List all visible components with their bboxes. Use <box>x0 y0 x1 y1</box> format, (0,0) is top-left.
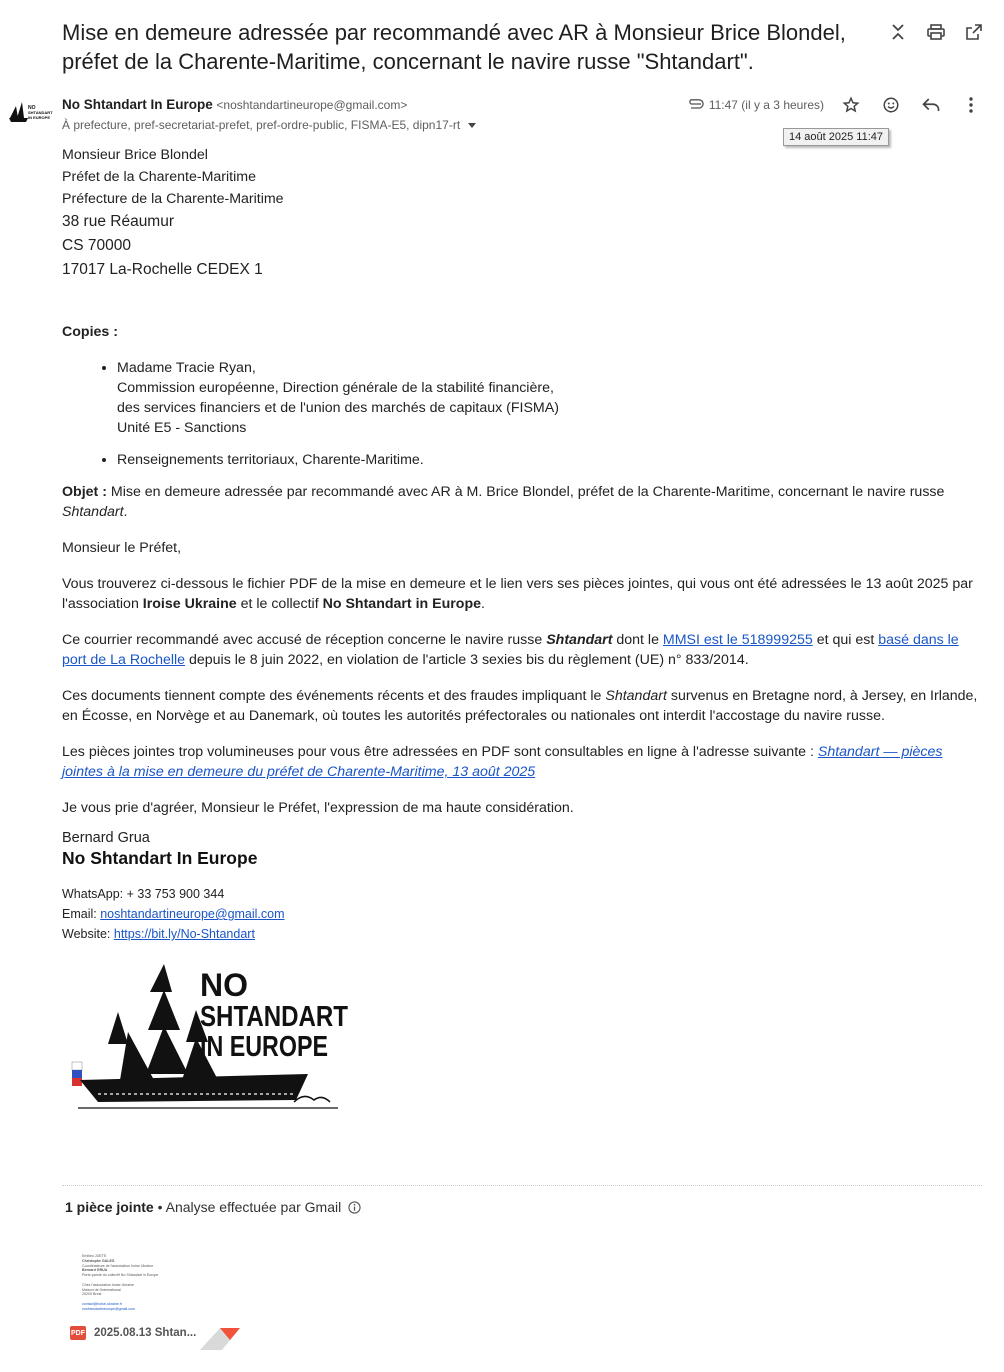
p2-text: depuis le 8 juin 2022, en violation de l'article 3 sexies bis du règlement (UE) n° 833/2014. <box>185 652 749 668</box>
svg-text:SHTANDART: SHTANDART <box>28 110 53 115</box>
thumb-line: 29200 Brest <box>82 1292 102 1297</box>
svg-text:NO: NO <box>28 105 36 111</box>
copies-label: Copies : <box>62 324 118 340</box>
email-label: Email: <box>62 907 101 921</box>
list-item <box>117 358 982 438</box>
signature <box>62 828 982 944</box>
signature-name: Bernard Grua <box>62 830 150 846</box>
p1-text: . <box>481 596 485 612</box>
thumb-line: noshtandartineurope@gmail.com <box>82 1306 135 1311</box>
p2-text: Ce courrier recommandé avec accusé de réception concerne le navire russe <box>62 632 547 648</box>
more-options-icon[interactable] <box>958 94 984 116</box>
thumb-line: Maison de l'International <box>82 1287 121 1292</box>
website-label: Website: <box>62 927 114 941</box>
paragraph-2 <box>62 630 982 670</box>
copy-line: des services financiers et de l'union des marchés de capitaux (FISMA) <box>117 400 559 416</box>
p2-text: dont le <box>612 632 663 648</box>
sender-email: <noshtandartineurope@gmail.com> <box>216 98 408 112</box>
attachment-filename: 2025.08.13 Shtan... <box>94 1327 197 1339</box>
address-line: Préfecture de la Charente-Maritime <box>62 191 284 207</box>
website-link[interactable]: https://bit.ly/No-Shtandart <box>113 927 255 941</box>
greeting: Monsieur le Préfet, <box>62 540 182 556</box>
p1-text: Vous trouverez ci-dessous le fichier PDF de la mise en demeure et le lien vers ses pièces jointes, qui vous ont été adressées le 13 août 2025 par l'association <box>62 576 973 612</box>
logo-text-shtandart: SHTANDART <box>200 1001 349 1033</box>
address-line: CS 70000 <box>62 237 131 254</box>
attachments-header <box>65 1199 361 1217</box>
star-icon[interactable] <box>838 94 864 116</box>
open-new-window-icon[interactable] <box>964 22 984 42</box>
ship-name: Shtandart <box>62 504 124 520</box>
attachments-online-link[interactable]: Shtandart — pièces jointes à la mise en demeure du préfet de Charente-Maritime, 13 août 2025 <box>62 744 943 780</box>
attachments-divider <box>62 1185 982 1186</box>
scan-notice: • Analyse effectuée par Gmail <box>153 1199 342 1215</box>
print-icon[interactable] <box>926 22 946 42</box>
message-meta <box>687 94 984 116</box>
org-iroise: Iroise Ukraine <box>142 596 237 612</box>
objet-label: Objet : <box>62 484 107 500</box>
thumb-line: Coordinateurs de l'association Iroise Ukraine <box>82 1263 154 1268</box>
p2-text: et qui est <box>812 632 879 648</box>
p3-text: survenus en Bretagne nord, à Jersey, en Irlande, en Écosse, en Norvège et au Danemark, où toutes les autorités préfectorales ou nationales ont interdit l'accostage du navire russe. <box>62 688 978 724</box>
paragraph-4 <box>62 742 982 782</box>
paragraph-1 <box>62 574 982 614</box>
signature-contacts <box>62 884 982 944</box>
address-line: Monsieur Brice Blondel <box>62 147 208 163</box>
email-link[interactable]: noshtandartineurope@gmail.com <box>100 907 285 921</box>
list-item: • Renseignements territoriaux, Charente-Maritime. <box>117 450 982 470</box>
copy-line: Unité E5 - Sanctions <box>117 420 247 436</box>
svg-text:IN EUROPE: IN EUROPE <box>28 115 51 120</box>
ship-name: Shtandart <box>605 688 667 704</box>
message-body <box>62 144 982 944</box>
website-line <box>62 924 982 944</box>
attachment-label <box>70 1326 196 1340</box>
thumb-line: Porte-parole du collectif No Shtandart in Europe <box>82 1273 159 1278</box>
date-tooltip: 14 août 2025 11:47 <box>783 128 889 146</box>
collapse-all-icon[interactable] <box>888 22 908 42</box>
address-line: 38 rue Réaumur <box>62 213 175 230</box>
emoji-reaction-icon[interactable] <box>878 94 904 116</box>
recipients-list: À prefecture, pref-secretariat-prefet, pref-ordre-public, FISMA-E5, dipn17-rt <box>62 118 461 132</box>
mmsi-link[interactable]: MMSI est le 518999255 <box>662 632 813 648</box>
sender-row <box>62 97 407 112</box>
info-icon[interactable] <box>348 1201 361 1217</box>
attachments-count: 1 pièce jointe <box>65 1199 154 1215</box>
objet-end: . <box>123 504 128 520</box>
attachment-card[interactable] <box>64 1240 240 1350</box>
closing: Je vous prie d'agréer, Monsieur le Préfet, l'expression de ma haute considération. <box>62 800 574 816</box>
pdf-icon: PDF <box>70 1326 86 1340</box>
copy-line: Commission européenne, Direction générale de la stabilité financière, <box>117 380 554 396</box>
email-line <box>62 904 982 924</box>
recipients-row <box>62 118 476 132</box>
objet-paragraph <box>62 482 982 522</box>
p1-text: et le collectif <box>236 596 323 612</box>
address-line: 17017 La-Rochelle CEDEX 1 <box>62 261 263 278</box>
logo-text-no: NO <box>200 967 248 1003</box>
thumb-line: Christophe GALES <box>82 1258 115 1263</box>
org-noshtandart: No Shtandart in Europe <box>322 596 482 612</box>
logo-text-in-europe: IN EUROPE <box>200 1031 328 1063</box>
copies-list <box>62 358 982 470</box>
address-line: Préfet de la Charente-Maritime <box>62 169 256 185</box>
recipient-address <box>62 144 982 282</box>
reply-icon[interactable] <box>918 94 944 116</box>
thumb-line: Emilieu JOETE <box>82 1254 107 1258</box>
copy-line: • Madame Tracie Ryan, <box>117 360 256 376</box>
p4-text: Les pièces jointes trop volumineuses pour vous être adressées en PDF sont consultables en ligne à l'adresse suivante : <box>62 744 818 760</box>
attachment-thumbnail <box>82 1254 172 1312</box>
no-shtandart-logo <box>68 962 350 1114</box>
email-subject: Mise en demeure adressée par recommandé avec AR à Monsieur Brice Blondel, préfet de la Charente-Maritime, concernant le navire russe "Shtandart". <box>62 20 846 74</box>
signature-org: No Shtandart In Europe <box>62 848 258 868</box>
attachment-clip-icon <box>687 98 703 112</box>
thumb-line: Chez l'association Iroise Ukraine <box>82 1282 135 1287</box>
ship-name: Shtandart <box>546 632 613 648</box>
sender-avatar <box>8 100 53 126</box>
p3-text: Ces documents tiennent compte des événements récents et des fraudes impliquant le <box>62 688 606 704</box>
show-details-icon[interactable] <box>468 118 476 132</box>
top-toolbar <box>888 22 984 42</box>
thumb-line: contact@iroise-ukraine.fr <box>82 1301 122 1306</box>
objet-text: Mise en demeure adressée par recommandé avec AR à M. Brice Blondel, préfet de la Charente-Maritime, concernant le navire russe <box>106 484 945 500</box>
paragraph-3 <box>62 686 982 726</box>
sender-name[interactable]: No Shtandart In Europe <box>62 97 213 112</box>
message-time: 11:47 (il y a 3 heures) <box>708 98 824 112</box>
page-fold-icon <box>200 1328 240 1350</box>
whatsapp-number: WhatsApp: + 33 753 900 344 <box>62 887 225 901</box>
port-link[interactable]: basé dans le port de La Rochelle <box>62 632 959 668</box>
thumb-line: Bernard GRUA <box>82 1268 108 1273</box>
